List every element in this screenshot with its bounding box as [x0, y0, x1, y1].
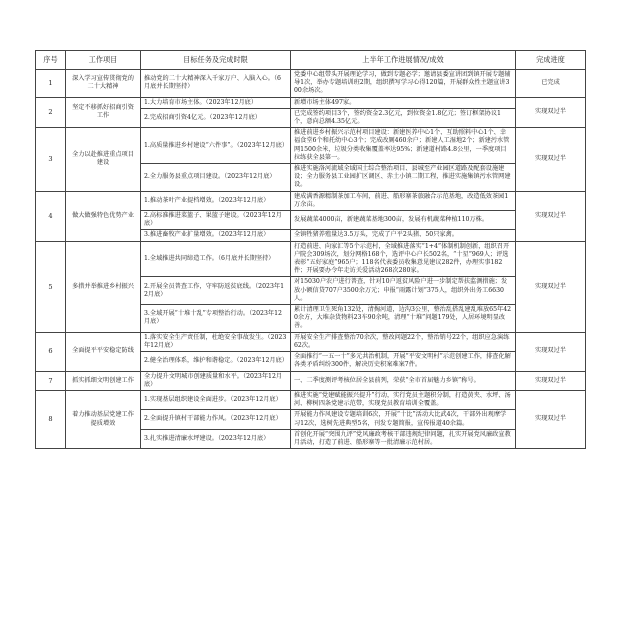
row-target: 2.高标准推进菜篮子、果篮子建设。（2023年12月底）: [141, 211, 291, 230]
row-target: 全力提升文明城市创建质量和水平。（2023年12月底）: [141, 371, 291, 390]
row-target: 3.全域开展“十堆十乱”专项整治行动。（2023年12月底）: [141, 305, 291, 333]
row-target: 2.完成招商引资4亿元。（2023年12月底）: [141, 108, 291, 127]
row-work-item: 深入学习宣传贯彻党的二十大精神: [66, 70, 141, 98]
row-work-item: 抓实抓细文明创建工作: [66, 371, 141, 390]
row-target: 2.全面提升镇村干部能力作风。（2023年12月底）: [141, 410, 291, 429]
row-seq: 7: [36, 371, 66, 390]
table-header-row: [36, 51, 586, 70]
table-row: [36, 332, 586, 351]
row-progress: 一、二季度测评考核位居全县前列，荣获“全市首届魅力乡镇”称号。: [291, 371, 516, 390]
row-status: 实现双过半: [516, 390, 586, 448]
work-progress-document: [35, 50, 585, 449]
row-status: 实现双过半: [516, 128, 586, 191]
row-target: 1.大力培育市场主体。（2023年12月底）: [141, 97, 291, 108]
row-target: 3.扎实推进清廉水坪建设。（2023年12月底）: [141, 429, 291, 448]
row-progress: 全镇牲猪养殖量达3.5万头，完成了户平2头猪、50只家禽。: [291, 230, 516, 241]
row-progress: 已完成签约项目3个，签约资金2.3亿元，到位资金1.8亿元；签订框架协议1个，意向总额4.35亿元。: [291, 108, 516, 127]
row-target: 2.健全治理体系，维护和谐稳定。（2023年12月底）: [141, 352, 291, 371]
row-progress: 发展蔬菜4000亩，新建蔬菜基地300亩，发展有机蔬菜种植110万株。: [291, 211, 516, 230]
row-progress: 累计清理卫生死角132处，清掏河道，边沟3公里，整治乱搭乱建乱堆放65年420余方，大堆杂货物料23车90余吨，清理“十堆”问题179处，人居环境明显改善。: [291, 305, 516, 333]
row-seq: 4: [36, 191, 66, 241]
row-target: 推动党的二十大精神深入千家万户、入脑入心。（6月底并长期坚持）: [141, 70, 291, 98]
row-status: 实现双过半: [516, 191, 586, 241]
header-target: 目标任务及完成时限: [141, 51, 291, 70]
row-progress: 开展安全生产排查整治70余次，整改问题22个，整治销号22个，组织应急演练62次。: [291, 332, 516, 351]
row-seq: 3: [36, 128, 66, 191]
row-progress: 推进实施“党建赋能振兴提升”行动，实行党员主题积分制，打造黄夹、水坪、汤河、柳树四条党建示范带，实现党员教育培训全覆盖。: [291, 390, 516, 409]
header-progress: 上半年工作进展情况/成效: [291, 51, 516, 70]
table-row: [36, 70, 586, 98]
row-progress: 新增市场主体497家。: [291, 97, 516, 108]
row-seq: 5: [36, 241, 66, 332]
row-target: 2.开展全员普查工作，守牢防返贫底线。（2023年12月底）: [141, 277, 291, 305]
table-row: [36, 371, 586, 390]
row-work-item: 做大做强特色优势产业: [66, 191, 141, 241]
row-target: 1.推动茶叶产业提档增效。（2023年12月底）: [141, 191, 291, 210]
row-status: 实现双过半: [516, 332, 586, 371]
row-target: 2.全力服务县重点项目建设。（2023年12月底）: [141, 164, 291, 192]
row-target: 1.全域推进共同缔造工作。（6月底并长期坚持）: [141, 241, 291, 277]
row-seq: 8: [36, 390, 66, 448]
row-status: 已完成: [516, 70, 586, 98]
row-target: 1.落实安全生产责任制，杜绝安全事故发生。（2023年12月底）: [141, 332, 291, 351]
row-seq: 1: [36, 70, 66, 98]
row-target: 1.实现基层组织建设全面进步。（2023年12月底）: [141, 390, 291, 409]
table-body: [36, 70, 586, 449]
progress-table: [35, 50, 586, 449]
table-row: [36, 128, 586, 164]
row-progress: 对15030户农户进行普查，针对10户返贫风险户进一步制定帮扶监测措施；发放小额信贷707户3500余万元；申报“雨露计划”375人，组织外出务工6630人。: [291, 277, 516, 305]
row-work-item: 全面提平平安稳定防线: [66, 332, 141, 371]
row-work-item: 坚定不移抓好招商引资工作: [66, 97, 141, 128]
row-progress: 全面推行“一五一十”多元共治机制，开展“平安文明村”示范创建工作，排查化解各类矛盾纠纷300件，解决历史积案难案7件。: [291, 352, 516, 371]
row-progress: 推进前进乡村振兴示范村项目建设：新建医养中心1个、互助照料中心1个、幸福食堂6个和托幼中心3个；完成改厕460余户；新建人工湿地2个；新建污水管网1500余米，垃圾分类收集覆盖率达95%；新建道村路4.8公里，一季度项目拉练获全县第一。: [291, 128, 516, 164]
row-progress: 开展能力作风建设专题培训6次，开展“十比”活动大比武4次，干部外出观摩学习12次，选树先进典型5名，刊发专题简报，宣传报道40余篇。: [291, 410, 516, 429]
row-progress: 党委中心组带头开展理论学习，做到专题必学；邀请县委宣讲团到镇开展专题辅导1次，举办专题培训班2期，组织撰写学习心得120篇，开展群众性主题宣讲300余场次。: [291, 70, 516, 98]
row-work-item: 着力推动基层党建工作提质增效: [66, 390, 141, 448]
table-row: [36, 191, 586, 210]
row-progress: 首创化开展“突围九评”党风廉政考核干部违规纪律问题，扎实开展党风廉政宣教月活动，打造了前进、船形寨等一批清廉示范村居。: [291, 429, 516, 448]
row-work-item: 多措并举推进乡村振兴: [66, 241, 141, 332]
row-status: 实现双过半: [516, 371, 586, 390]
table-row: [36, 97, 586, 108]
table-row: [36, 241, 586, 277]
row-progress: 推进实施洛河流域全域国土综合整治项目、县城至产业园区道路及配套设施建设；全力服务县工业园扩区调区、赤土小镇二期工程，推进实施集镇污水管网建设。: [291, 164, 516, 192]
row-seq: 6: [36, 332, 66, 371]
row-seq: 2: [36, 97, 66, 128]
row-status: 实现双过半: [516, 241, 586, 332]
table-row: [36, 390, 586, 409]
row-target: 1.高质量推进乡村建设“六件事”。（2023年12月底）: [141, 128, 291, 164]
row-target: 3.推进畜牧产业扩量增效。（2023年12月底）: [141, 230, 291, 241]
row-progress: 打造前进、向家汇等5个示范村，全域推进落实“1+4”体制机制创新，组织召开户院会309场次，划分网格168个，选评中心户长502名，“十星”969人；评选表彰“五好家庭”965户；118名代表委员收集意见建议282件，办理实事182件；开展要办令年走访关爱活动268次280家。: [291, 241, 516, 277]
header-seq: 序号: [36, 51, 66, 70]
row-progress: 建成满香源精制茶加工车间，前进、船形寨茶旅融合示范基地，改造低效茶园1万余亩。: [291, 191, 516, 210]
row-work-item: 全力以赴推进重点项目建设: [66, 128, 141, 191]
row-status: 实现双过半: [516, 97, 586, 128]
header-status: 完成进度: [516, 51, 586, 70]
header-item: 工作项目: [66, 51, 141, 70]
